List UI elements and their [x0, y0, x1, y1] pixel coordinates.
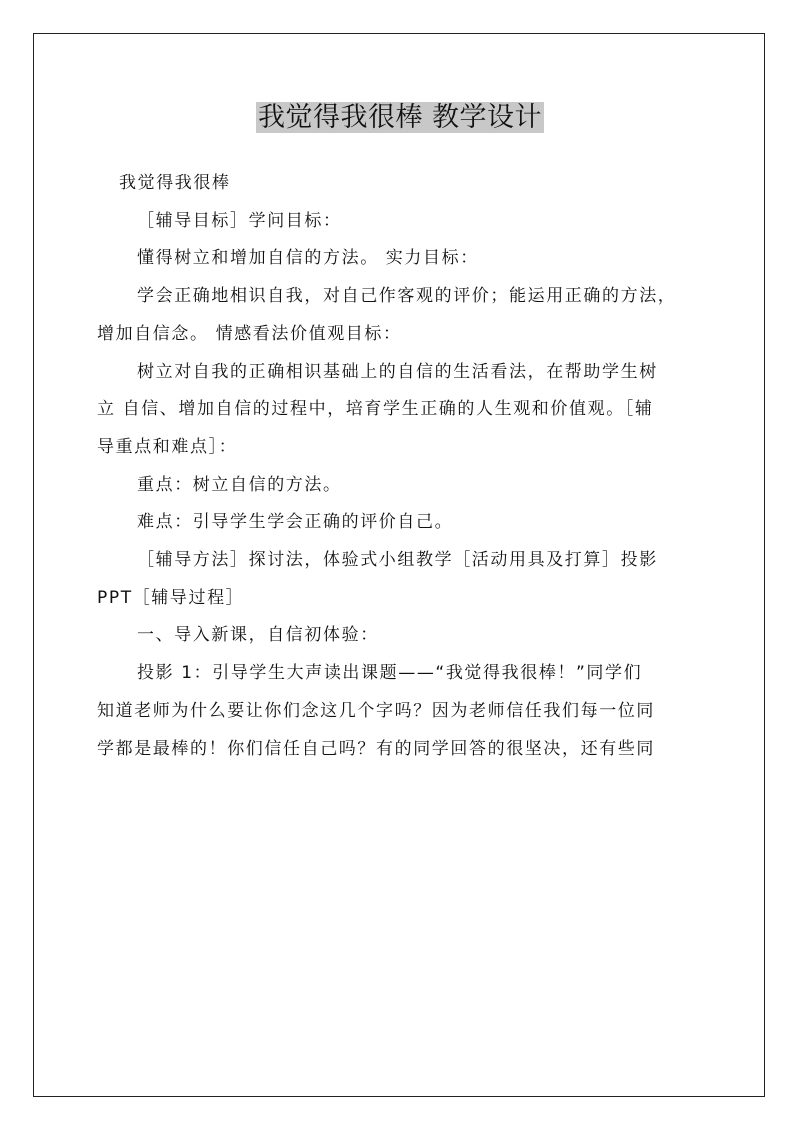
body-line: PPT［辅导过程］ — [97, 587, 245, 608]
body-line: 知道老师为什么要让你们念这几个字吗？因为老师信任我们每一位同 — [97, 700, 655, 721]
body-line: 立 自信、增加自信的过程中，培育学生正确的人生观和价值观。［辅 — [97, 399, 654, 420]
body-line: 投影 1：引导学生大声读出课题——“我觉得我很棒！”同学们 — [137, 663, 643, 684]
body-line: ［辅导目标］学问目标： — [137, 210, 342, 231]
body-line: 一、导入新课，自信初体验： — [137, 625, 379, 646]
body-line: 我觉得我很棒 — [119, 173, 231, 193]
body-line: 增加自信念。 情感看法价值观目标： — [97, 323, 402, 344]
body-line: 重点：树立自信的方法。 — [137, 474, 342, 495]
body-line: 难点：引导学生学会正确的评价自己。 — [137, 512, 454, 533]
body-line: 导重点和难点］： — [97, 436, 238, 457]
body-line: 树立对自我的正确相识基础上的自信的生活看法，在帮助学生树 — [137, 361, 658, 382]
body-line: 学都是最棒的！你们信任自己吗？有的同学回答的很坚决，还有些同 — [97, 738, 655, 759]
body-line: 学会正确地相识自我，对自己作客观的评价；能运用正确的方法， — [137, 286, 677, 307]
body-line: 懂得树立和增加自信的方法。 实力目标： — [137, 248, 479, 269]
document-title-text: 我觉得我很棒 教学设计 — [257, 102, 543, 133]
document-title — [0, 98, 800, 138]
document-body — [97, 165, 703, 768]
body-line: ［辅导方法］探讨法，体验式小组教学［活动用具及打算］投影 — [137, 550, 658, 571]
